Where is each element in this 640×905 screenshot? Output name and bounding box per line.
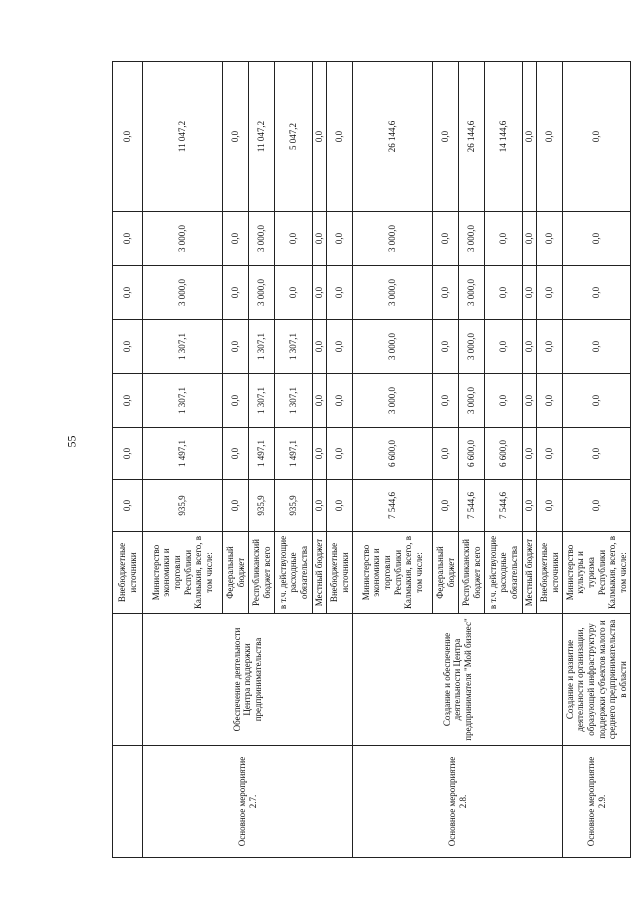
value-cell: 935,9 (275, 480, 313, 532)
value-cell: 0,0 (563, 62, 631, 212)
value-cell: 0,0 (275, 212, 313, 266)
value-cell: 3 000,0 (459, 374, 485, 428)
value-cell: 3 000,0 (353, 374, 433, 428)
source-cell: Республиканский бюджет всего (459, 532, 485, 614)
value-cell: 3 000,0 (249, 212, 275, 266)
value-cell: 0,0 (485, 320, 523, 374)
value-cell: 0,0 (327, 62, 353, 212)
value-cell: 0,0 (523, 62, 537, 212)
value-cell: 0,0 (485, 374, 523, 428)
source-cell: в т.ч. действующие расходные обязательства (485, 532, 523, 614)
source-cell: в т.ч. действующие расходные обязательства (275, 532, 313, 614)
source-cell: Федеральный бюджет (433, 532, 459, 614)
value-cell: 0,0 (223, 374, 249, 428)
value-cell: 3 000,0 (143, 266, 223, 320)
value-cell: 3 000,0 (459, 266, 485, 320)
value-cell: 935,9 (143, 480, 223, 532)
value-cell: 14 144,6 (485, 62, 523, 212)
value-cell: 0,0 (313, 374, 327, 428)
value-cell: 3 000,0 (459, 320, 485, 374)
value-cell: 3 000,0 (459, 212, 485, 266)
value-cell: 1 497,1 (143, 428, 223, 480)
value-cell: 0,0 (313, 320, 327, 374)
value-cell: 0,0 (433, 374, 459, 428)
value-cell: 0,0 (223, 62, 249, 212)
value-cell: 0,0 (223, 320, 249, 374)
value-cell: 0,0 (563, 374, 631, 428)
value-cell: 1 307,1 (143, 320, 223, 374)
value-cell: 0,0 (313, 266, 327, 320)
value-cell: 1 307,1 (275, 374, 313, 428)
value-cell: 0,0 (433, 428, 459, 480)
value-cell: 0,0 (113, 428, 143, 480)
value-cell: 7 544,6 (459, 480, 485, 532)
value-cell: 0,0 (523, 374, 537, 428)
value-cell: 3 000,0 (353, 212, 433, 266)
source-cell: Местный бюджет (523, 532, 537, 614)
value-cell: 0,0 (523, 212, 537, 266)
value-cell: 0,0 (113, 480, 143, 532)
table-row (563, 62, 631, 858)
table-row (113, 62, 143, 858)
value-cell: 0,0 (537, 320, 563, 374)
value-cell: 1 497,1 (249, 428, 275, 480)
value-cell: 0,0 (563, 320, 631, 374)
value-cell: 7 544,6 (485, 480, 523, 532)
value-cell: 3 000,0 (249, 266, 275, 320)
value-cell: 0,0 (563, 212, 631, 266)
value-cell: 0,0 (485, 212, 523, 266)
value-cell: 0,0 (433, 212, 459, 266)
measure-code-cell: Основное мероприятие 2.7. (143, 746, 353, 858)
value-cell: 0,0 (113, 266, 143, 320)
value-cell: 0,0 (327, 480, 353, 532)
value-cell: 0,0 (523, 428, 537, 480)
value-cell: 0,0 (327, 374, 353, 428)
measure-name-cell: Создание и обеспечение деятельности Центра предпринимателя "Мой бизнес" (353, 614, 563, 746)
value-cell: 0,0 (433, 266, 459, 320)
value-cell: 0,0 (327, 266, 353, 320)
value-cell: 1 307,1 (249, 320, 275, 374)
value-cell: 0,0 (223, 266, 249, 320)
value-cell: 1 307,1 (275, 320, 313, 374)
value-cell: 6 600,0 (485, 428, 523, 480)
value-cell: 6 600,0 (459, 428, 485, 480)
value-cell: 11 047,2 (143, 62, 223, 212)
value-cell: 0,0 (327, 212, 353, 266)
value-cell: 0,0 (537, 374, 563, 428)
value-cell: 11 047,2 (249, 62, 275, 212)
value-cell: 0,0 (433, 62, 459, 212)
value-cell: 0,0 (327, 428, 353, 480)
value-cell: 6 600,0 (353, 428, 433, 480)
measure-code-cell: Основное мероприятие 2.8. (353, 746, 563, 858)
value-cell: 0,0 (113, 374, 143, 428)
measure-name-cell: Создание и развитие деятельности организации, образующей инфраструктуру поддержки субъектов малого и среднего предпринимательства в области (563, 614, 631, 746)
source-cell: Местный бюджет (313, 532, 327, 614)
value-cell: 5 047,2 (275, 62, 313, 212)
budget-table (112, 61, 631, 858)
value-cell: 3 000,0 (143, 212, 223, 266)
table-row (143, 62, 223, 858)
value-cell: 1 497,1 (275, 428, 313, 480)
value-cell: 0,0 (563, 480, 631, 532)
source-cell: Внебюджетные источники (113, 532, 143, 614)
source-cell: Внебюджетные источники (327, 532, 353, 614)
value-cell: 0,0 (113, 62, 143, 212)
value-cell: 0,0 (433, 320, 459, 374)
value-cell: 0,0 (313, 62, 327, 212)
code-cell (113, 746, 143, 858)
measure-code-cell: Основное мероприятие 2.9. (563, 746, 631, 858)
value-cell: 0,0 (223, 428, 249, 480)
value-cell: 935,9 (249, 480, 275, 532)
value-cell: 0,0 (223, 212, 249, 266)
value-cell: 0,0 (537, 212, 563, 266)
value-cell: 0,0 (537, 480, 563, 532)
value-cell: 0,0 (113, 320, 143, 374)
value-cell: 0,0 (523, 266, 537, 320)
value-cell: 3 000,0 (353, 266, 433, 320)
value-cell: 7 544,6 (353, 480, 433, 532)
value-cell: 0,0 (275, 266, 313, 320)
value-cell: 26 144,6 (353, 62, 433, 212)
value-cell: 0,0 (113, 212, 143, 266)
value-cell: 0,0 (523, 480, 537, 532)
value-cell: 0,0 (537, 266, 563, 320)
value-cell: 0,0 (327, 320, 353, 374)
value-cell: 0,0 (537, 428, 563, 480)
value-cell: 0,0 (563, 266, 631, 320)
rotated-table-wrapper (112, 62, 628, 858)
value-cell: 0,0 (223, 480, 249, 532)
table-row (353, 62, 433, 858)
value-cell: 0,0 (313, 480, 327, 532)
value-cell: 0,0 (485, 266, 523, 320)
source-cell: Министерство экономики и торговли Республики Калмыкия, всего, в том числе: (353, 532, 433, 614)
value-cell: 1 307,1 (143, 374, 223, 428)
value-cell: 0,0 (313, 212, 327, 266)
value-cell: 0,0 (523, 320, 537, 374)
source-cell: Министерство экономики и торговли Республики Калмыкия, всего, в том числе: (143, 532, 223, 614)
value-cell: 0,0 (537, 62, 563, 212)
source-cell: Федеральный бюджет (223, 532, 249, 614)
measure-name-cell: Обеспечение деятельности Центра поддержки предпринимательства (143, 614, 353, 746)
value-cell: 26 144,6 (459, 62, 485, 212)
source-cell: Внебюджетные источники (537, 532, 563, 614)
source-cell: Министерство культуры и туризма Республики Калмыкия, всего, в том числе: (563, 532, 631, 614)
value-cell: 0,0 (313, 428, 327, 480)
value-cell: 0,0 (563, 428, 631, 480)
source-cell: Республиканский бюджет всего (249, 532, 275, 614)
value-cell: 1 307,1 (249, 374, 275, 428)
name-cell (113, 614, 143, 746)
page-number: 55 (64, 435, 79, 448)
table-stage (112, 62, 628, 858)
value-cell: 0,0 (433, 480, 459, 532)
value-cell: 3 000,0 (353, 320, 433, 374)
